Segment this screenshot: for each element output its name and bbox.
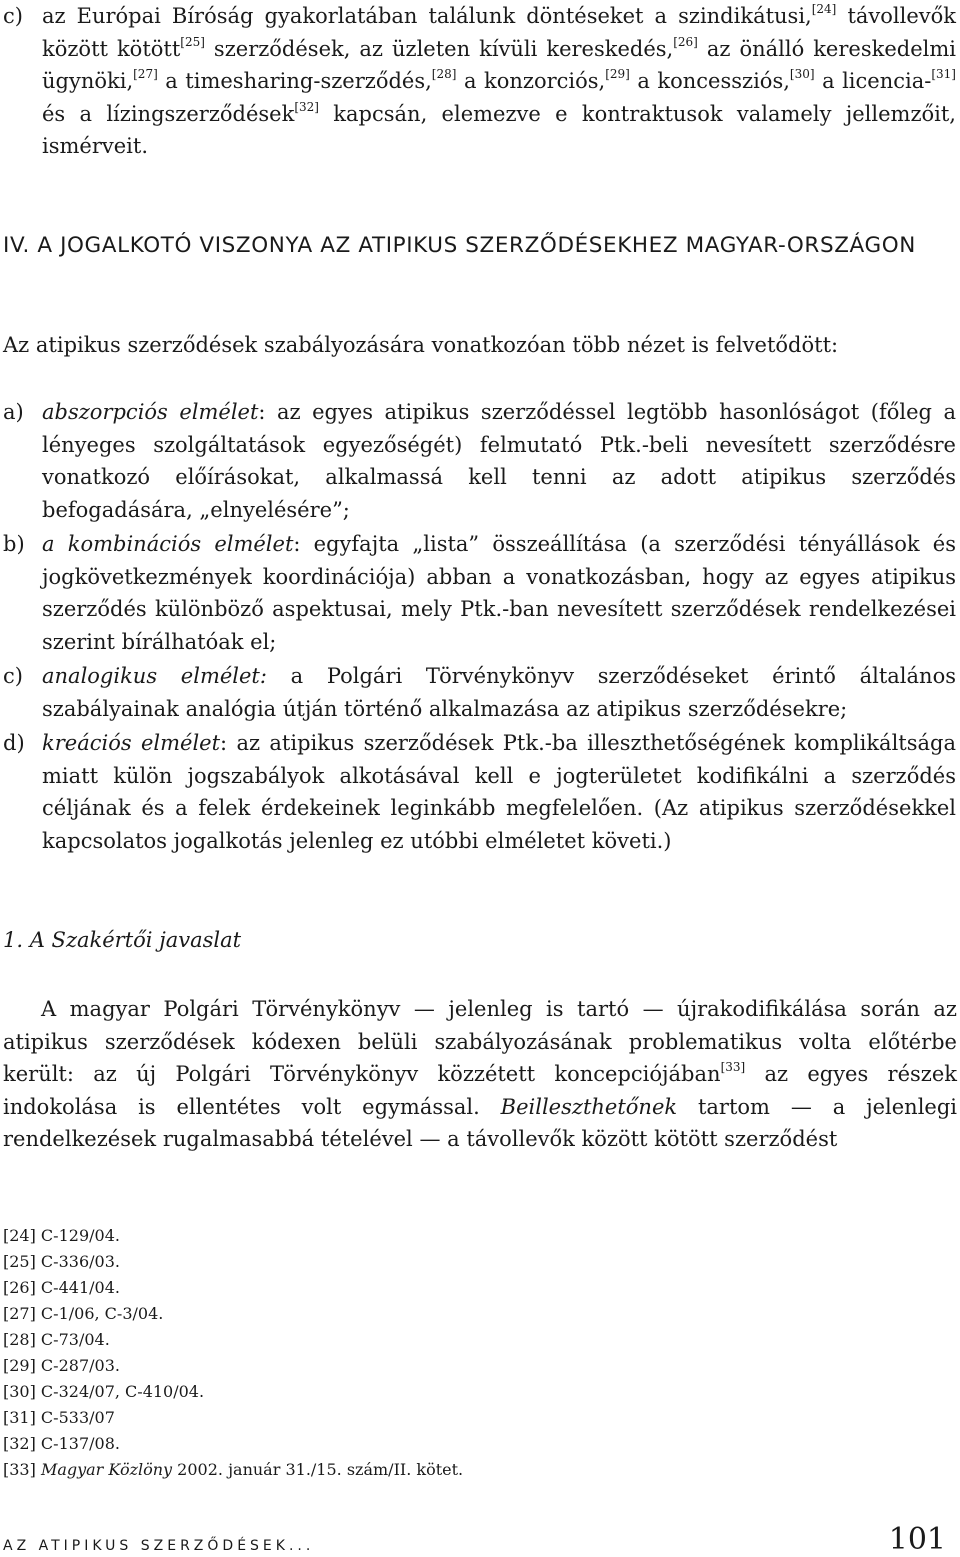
footnote-ref[interactable]: [24] [811, 2, 837, 16]
footnote-ref[interactable]: [25] [180, 34, 205, 49]
list-item-body: az Európai Bíróság gyakorlatában találunk döntéseket a szindikátusi,[24] távollevők között kötött[25] szerződések, az üzleten kívüli kereskedés,[26] az önálló kereskedelmi ügynöki,[27] a timesharing-szerződés,[28] a konzorciós,[29] a koncessziós,[30] a licencia-[31] és a lízingszerződések[32] kapcsán, elemezve e kontraktusok valamely jellemzőit, ismérveit. [42, 2, 956, 159]
subsection-heading: 1. A Szakértői javaslat [3, 928, 242, 952]
list-item-creation-theory: d) kreációs elmélet: az atipikus szerződések Ptk.-ba illeszthetőségének komplikáltsága miatt külön jogszabályok alkotásával kell e jogterületet kodifikálni a szerződés céljának és a felek érdekeinek leginkább megfelelően. (Az atipikus szerződésekkel kapcsolatos jogalkotás jelenleg ez utóbbi elméletet követi.) [0, 727, 956, 857]
footnote: [27] C-1/06, C-3/04. [3, 1304, 164, 1323]
footnote: [26] C-441/04. [3, 1278, 120, 1297]
page-number: 101 [888, 1522, 946, 1557]
list-marker: a) [3, 400, 24, 424]
footnote-ref[interactable]: [26] [673, 34, 698, 49]
list-item-combination-theory: b) a kombinációs elmélet: egyfajta „lista” összeállítása (a szerződési tényállások és jogkövetkezmények koordinációja) abban a vonatkozásban, hogy az egyes atipikus szerződés különböző aspektusai, mely Ptk.-ban nevesített szerződések rendelkezései szerint bírálhatóak el; [0, 528, 956, 658]
footnote: [32] C-137/08. [3, 1434, 120, 1453]
intro-paragraph: Az atipikus szerződések szabályozására vonatkozóan több nézet is felvetődött: [3, 333, 839, 357]
footnote: [25] C-336/03. [3, 1252, 120, 1271]
footnote-33: [33] Magyar Közlöny 2002. január 31./15. szám/II. kötet. [3, 1460, 464, 1479]
footnote: [29] C-287/03. [3, 1356, 120, 1375]
footnote-ref[interactable]: [29] [605, 67, 630, 82]
footnote-ref[interactable]: [30] [789, 67, 815, 82]
section-heading: IV. A JOGALKOTÓ VISZONYA AZ ATIPIKUS SZERZŐDÉSEKHEZ MAGYAR-ORSZÁGON [3, 233, 916, 258]
footnote-ref[interactable]: [27] [133, 67, 158, 82]
theory-term: kreációs elmélet [42, 731, 221, 755]
footnote-ref[interactable]: [31] [931, 67, 956, 82]
footnote: [31] C-533/07 [3, 1408, 115, 1427]
theory-term: abszorpciós elmélet [42, 400, 259, 424]
proposal-paragraph: A magyar Polgári Törvénykönyv — jelenleg is tartó — újrakodifikálása során az atipikus szerződések kódexen belüli szabályozásának problematikus volta előtérbe került: az új Polgári Törvénykönyv közzétett koncepciójában[33] az egyes részek indokolása is ellentétes volt egymással. Beilleszthetőnek tartom — a jelenlegi rendelkezések rugalmasabbá tételével — a távollevők között kötött szerződést [3, 997, 957, 1152]
footnote-ref[interactable]: [33] [720, 1060, 746, 1075]
list-marker: d) [3, 731, 25, 755]
theory-term: analogikus elmélet: [42, 664, 267, 688]
list-item-c-courts [0, 0, 956, 163]
running-title: AZ ATIPIKUS SZERZŐDÉSEK... [3, 1538, 315, 1554]
list-marker: b) [3, 532, 25, 556]
list-marker: c) [3, 664, 23, 688]
footnote: [30] C-324/07, C-410/04. [3, 1382, 205, 1401]
footnote: [28] C-73/04. [3, 1330, 110, 1349]
footnote-ref[interactable]: [32] [294, 99, 319, 114]
theory-term: a kombinációs elmélet [42, 532, 294, 556]
list-marker: c) [3, 4, 23, 28]
footnote-ref[interactable]: [28] [431, 67, 457, 82]
footnote: [24] C-129/04. [3, 1226, 120, 1245]
list-item-absorption-theory: a) abszorpciós elmélet: az egyes atipikus szerződéssel legtöbb hasonlóságot (főleg a lényeges szolgáltatások egyezőségét) felmutató Ptk.-beli nevesített szerződésre vonatkozó előírásokat, alkalmassá kell tenni az adott atipikus szerződés befogadására, „elnyelésére”; [0, 396, 956, 526]
list-item-analogy-theory: c) analogikus elmélet: a Polgári Törvénykönyv szerződéseket érintő általános szabályainak analógia útján történő alkalmazása az atipikus szerződésekre; [0, 660, 956, 725]
